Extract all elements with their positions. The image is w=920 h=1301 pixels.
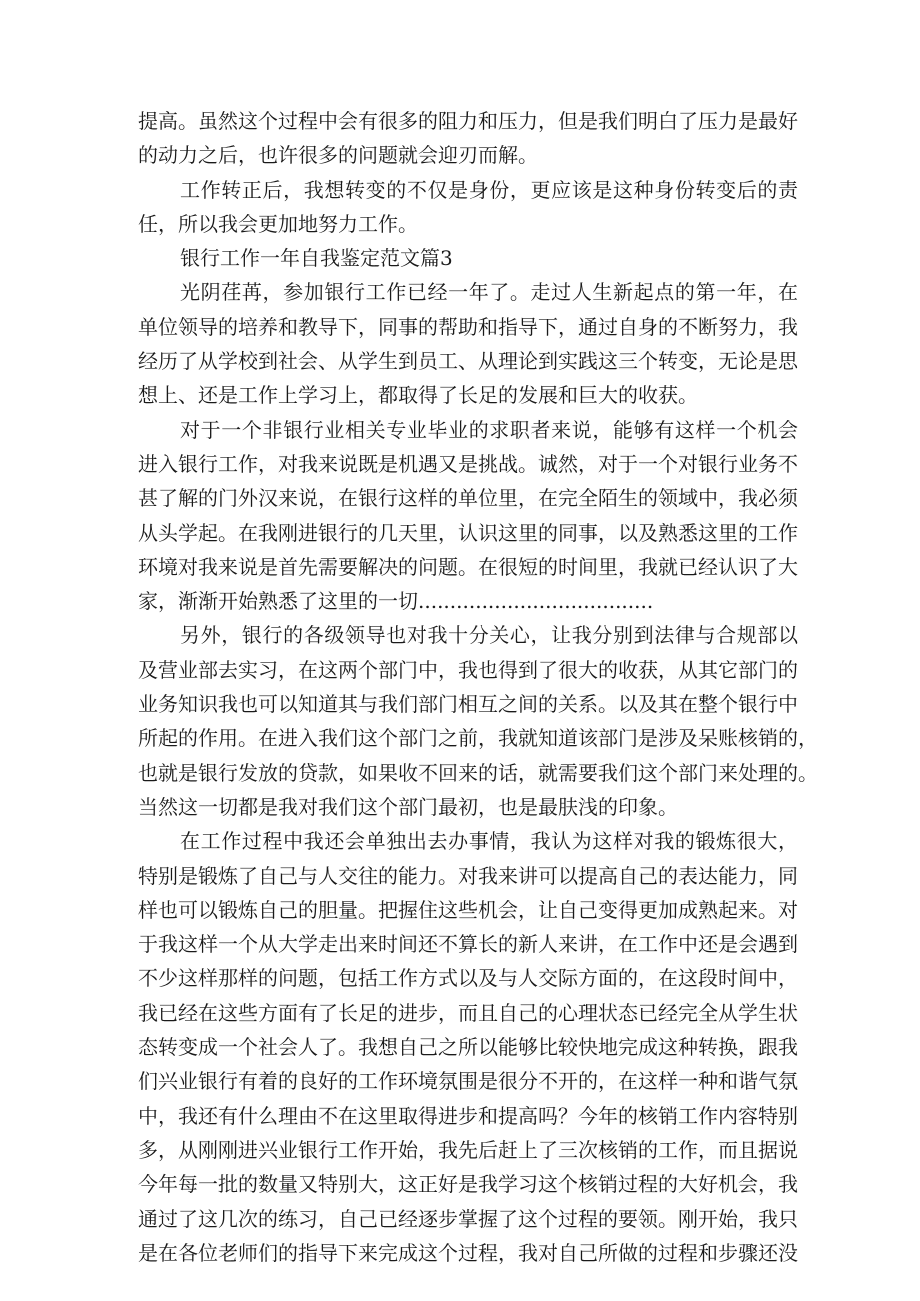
text-line: 工作转正后，我想转变的不仅是身份，更应该是这种身份转变后的责 <box>180 177 798 202</box>
text-line: 通过了这几次的练习，自己已经逐步掌握了这个过程的要领。刚开始，我只 <box>138 1206 798 1231</box>
text-line: 也就是银行发放的贷款，如果收不回来的话，就需要我们这个部门来处理的。 <box>138 760 818 785</box>
text-line: 样也可以锻炼自己的胆量。把握住这些机会，让自己变得更加成熟起来。对 <box>138 897 798 922</box>
text-line: 态转变成一个社会人了。我想自己之所以能够比较快地完成这种转换，跟我 <box>138 1035 798 1060</box>
text-line: 于我这样一个从大学走出来时间还不算长的新人来讲，在工作中还是会遇到 <box>138 932 798 957</box>
text-line: 光阴荏苒，参加银行工作已经一年了。走过人生新起点的第一年，在 <box>180 280 798 305</box>
text-line: 另外，银行的各级领导也对我十分关心，让我分别到法律与合规部以 <box>180 623 798 648</box>
text-line: 经历了从学校到社会、从学生到员工、从理论到实践这三个转变，无论是思 <box>138 349 798 374</box>
text-line: 们兴业银行有着的良好的工作环境氛围是很分不开的，在这样一种和谐气氛 <box>138 1069 798 1094</box>
document-body <box>138 104 818 1270</box>
text-line: 多，从刚刚进兴业银行工作开始，我先后赶上了三次核销的工作，而且据说 <box>138 1137 798 1162</box>
text-line: 特别是锻炼了自己与人交往的能力。对我来讲可以提高自己的表达能力，同 <box>138 863 798 888</box>
text-line: 中，我还有什么理由不在这里取得进步和提高吗？今年的核销工作内容特别 <box>138 1103 798 1128</box>
text-line: 今年每一批的数量又特别大，这正好是我学习这个核销过程的大好机会，我 <box>138 1172 798 1197</box>
text-line: 银行工作一年自我鉴定范文篇3 <box>180 246 453 271</box>
text-line: 甚了解的门外汉来说，在银行这样的单位里，在完全陌生的领域中，我必须 <box>138 486 798 511</box>
text-line: 在工作过程中我还会单独出去办事情，我认为这样对我的锻炼很大， <box>180 829 798 854</box>
text-line: 进入银行工作，对我来说既是机遇又是挑战。诚然，对于一个对银行业务不 <box>138 451 798 476</box>
text-line: 业务知识我也可以知道其与我们部门相互之间的关系。以及其在整个银行中 <box>138 692 798 717</box>
text-line: 提高。虽然这个过程中会有很多的阻力和压力，但是我们明白了压力是最好 <box>138 109 798 133</box>
text-line: 环境对我来说是首先需要解决的问题。在很短的时间里，我就已经认识了大 <box>138 554 798 579</box>
text-line: 不少这样那样的问题，包括工作方式以及与人交际方面的，在这段时间中， <box>138 966 798 991</box>
text-line: 所起的作用。在进入我们这个部门之前，我就知道该部门是涉及呆账核销的， <box>138 726 818 751</box>
text-line: 家，渐渐开始熟悉了这里的一切..................................... <box>138 589 654 614</box>
text-line: 及营业部去实习，在这两个部门中，我也得到了很大的收获，从其它部门的 <box>138 657 798 682</box>
text-line: 我已经在这些方面有了长足的进步，而且自己的心理状态已经完全从学生状 <box>138 1000 798 1025</box>
text-line: 对于一个非银行业相关专业毕业的求职者来说，能够有这样一个机会 <box>180 417 798 442</box>
text-line: 想上、还是工作上学习上，都取得了长足的发展和巨大的收获。 <box>138 383 698 408</box>
text-line: 从头学起。在我刚进银行的几天里，认识这里的同事，以及熟悉这里的工作 <box>138 520 798 545</box>
text-line: 的动力之后，也许很多的问题就会迎刃而解。 <box>138 143 538 168</box>
text-line: 任，所以我会更加地努力工作。 <box>138 211 418 236</box>
text-line: 单位领导的培养和教导下，同事的帮助和指导下，通过自身的不断努力，我 <box>138 314 798 339</box>
text-line: 是在各位老师们的指导下来完成这个过程，我对自己所做的过程和步骤还没 <box>138 1240 798 1265</box>
text-line: 当然这一切都是我对我们这个部门最初，也是最肤浅的印象。 <box>138 794 678 819</box>
